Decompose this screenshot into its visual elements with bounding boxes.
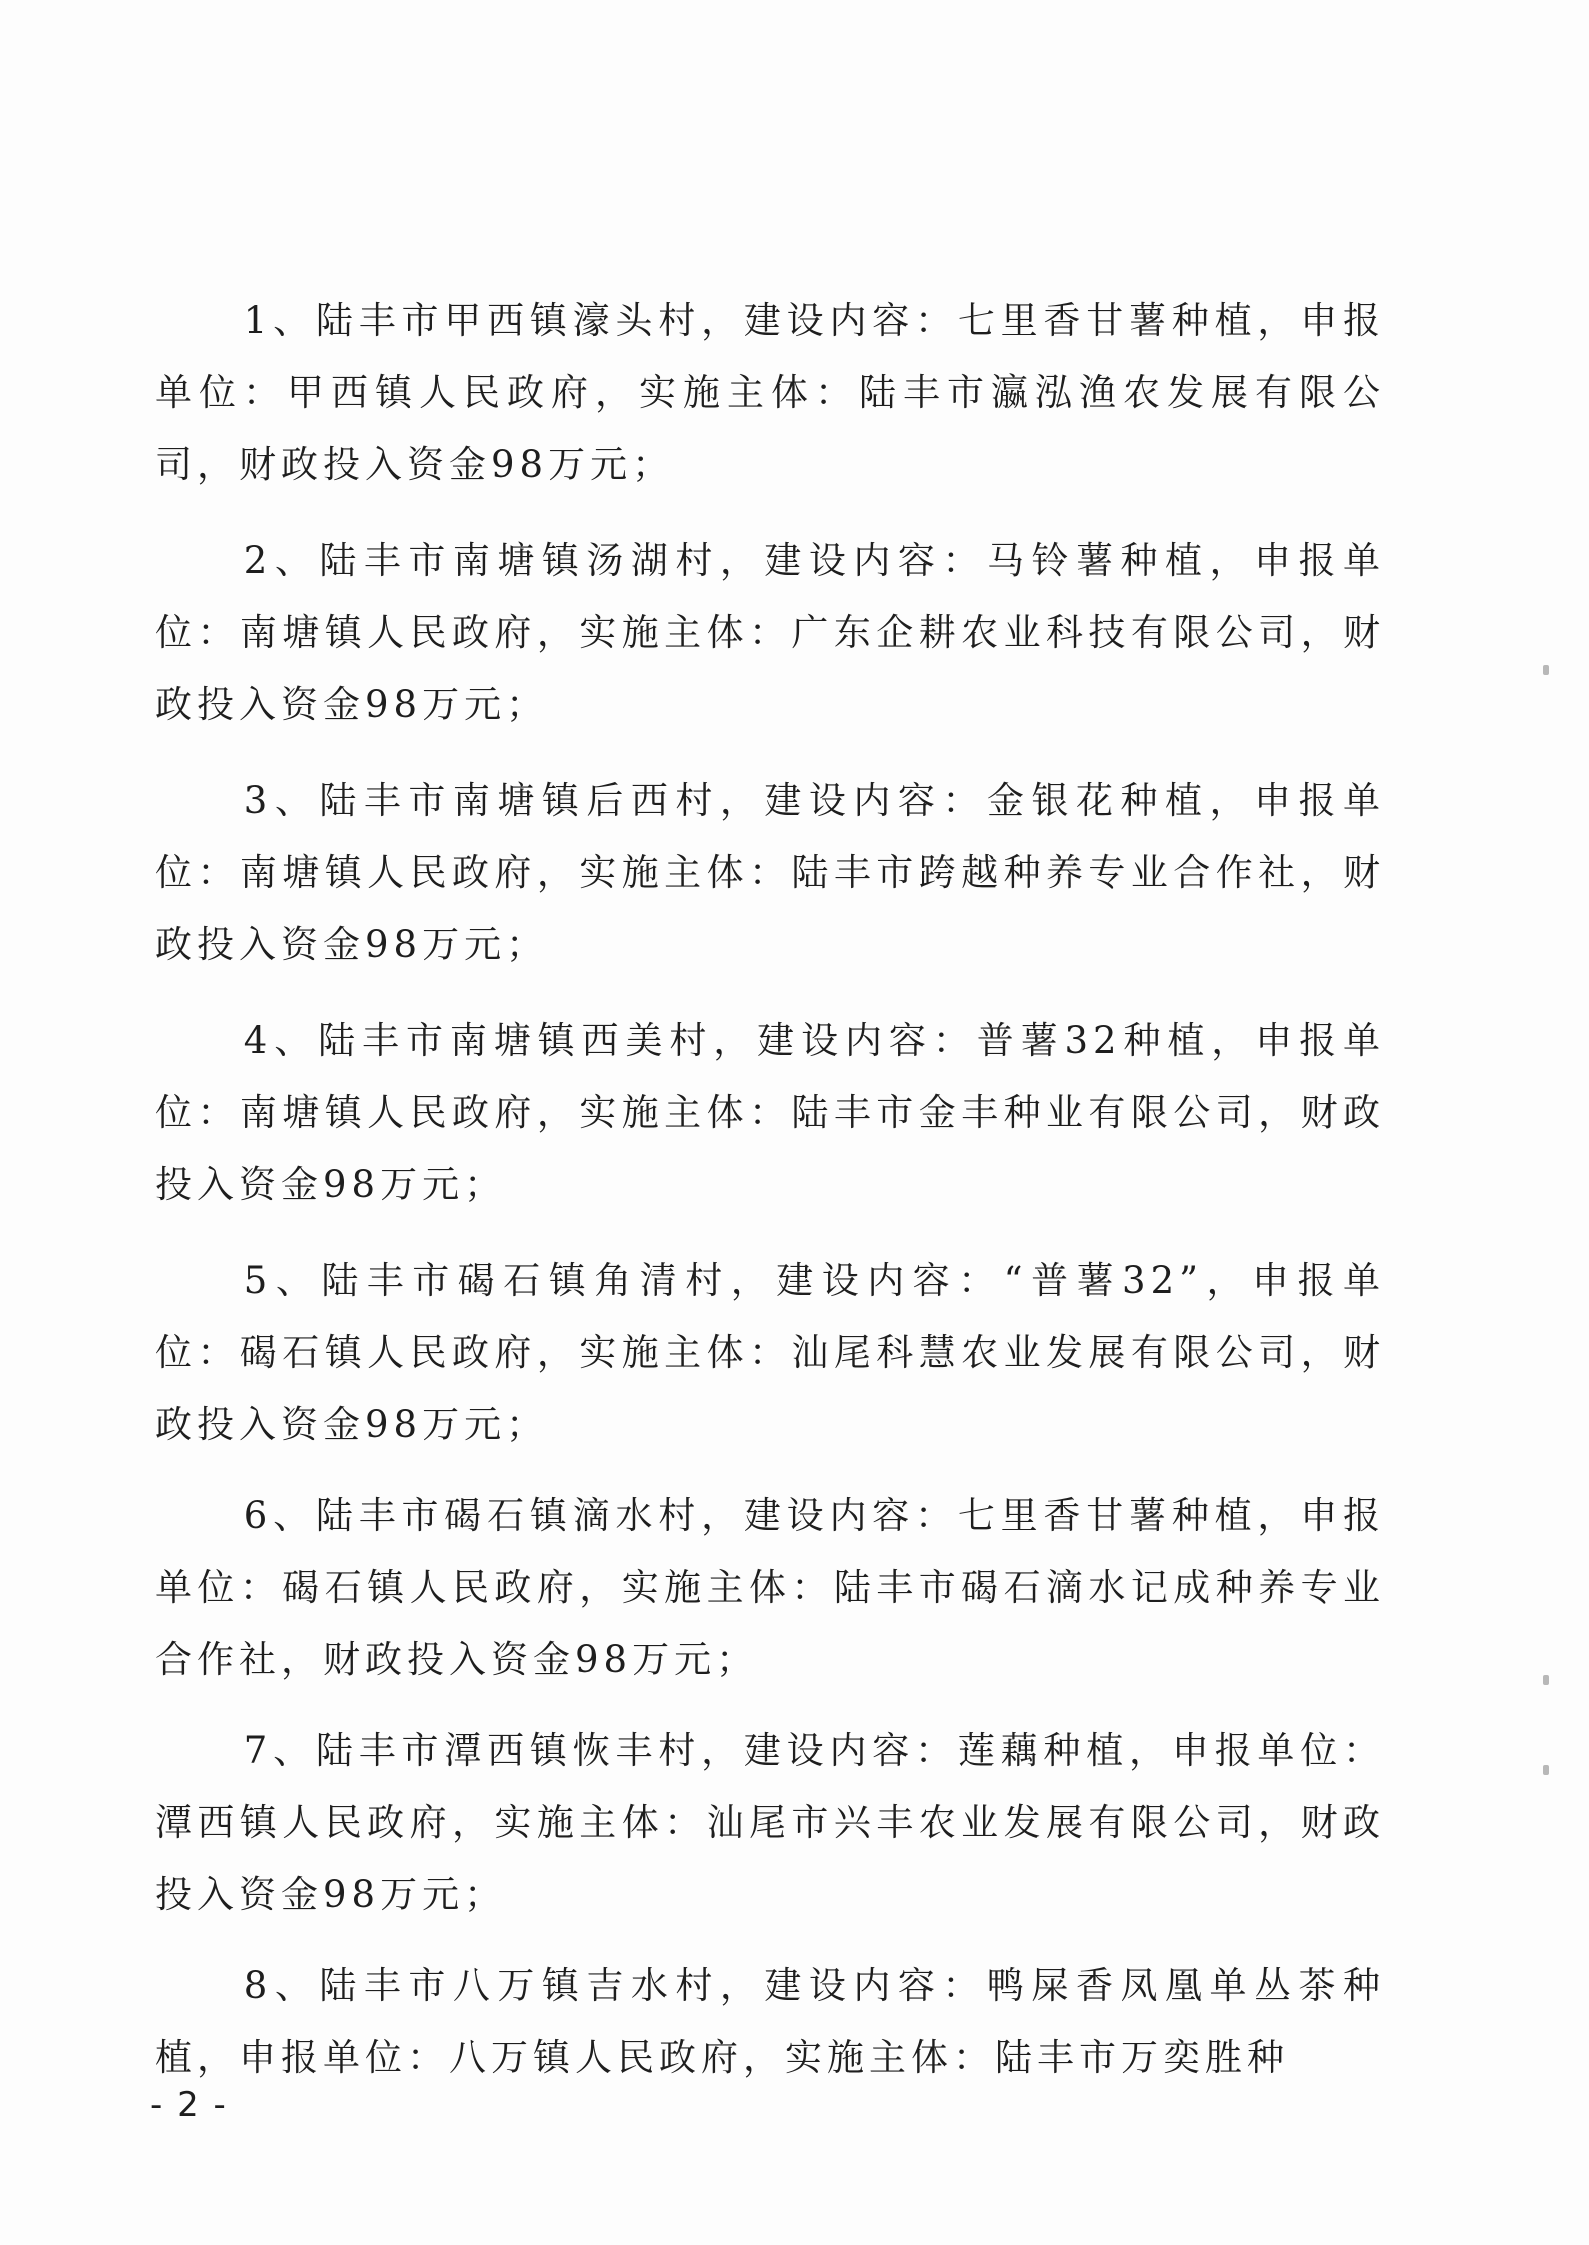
binding-hole-mark [1543, 1675, 1549, 1685]
list-item-8: 8、陆丰市八万镇吉水村，建设内容：鸭屎香凤凰单丛茶种植，申报单位：八万镇人民政府，实施主体：陆丰市万奕胜种 [155, 1964, 1385, 2079]
list-item-7: 7、陆丰市潭西镇恢丰村，建设内容：莲藕种植，申报单位：潭西镇人民政府，实施主体：汕尾市兴丰农业发展有限公司，财政投入资金98万元； [155, 1729, 1385, 1916]
binding-hole-mark [1543, 1765, 1549, 1775]
binding-hole-mark [1543, 665, 1549, 675]
list-item-4: 4、陆丰市南塘镇西美村，建设内容：普薯32种植，申报单位：南塘镇人民政府，实施主体：陆丰市金丰种业有限公司，财政投入资金98万元； [155, 1019, 1385, 1206]
list-item-2: 2、陆丰市南塘镇汤湖村，建设内容：马铃薯种植，申报单位：南塘镇人民政府，实施主体：广东企耕农业科技有限公司，财政投入资金98万元； [155, 539, 1385, 726]
list-item-1: 1、陆丰市甲西镇濠头村，建设内容：七里香甘薯种植，申报单位：甲西镇人民政府，实施主体：陆丰市瀛泓渔农发展有限公司，财政投入资金98万元； [155, 299, 1385, 486]
list-item-3: 3、陆丰市南塘镇后西村，建设内容：金银花种植，申报单位：南塘镇人民政府，实施主体：陆丰市跨越种养专业合作社，财政投入资金98万元； [155, 779, 1385, 966]
page-number: - 2 - [150, 2085, 228, 2125]
list-item-5: 5、陆丰市碣石镇角清村，建设内容：“普薯32”，申报单位：碣石镇人民政府，实施主体：汕尾科慧农业发展有限公司，财政投入资金98万元； [155, 1259, 1385, 1446]
list-item-6: 6、陆丰市碣石镇滴水村，建设内容：七里香甘薯种植，申报单位：碣石镇人民政府，实施主体：陆丰市碣石滴水记成种养专业合作社，财政投入资金98万元； [155, 1494, 1385, 1681]
